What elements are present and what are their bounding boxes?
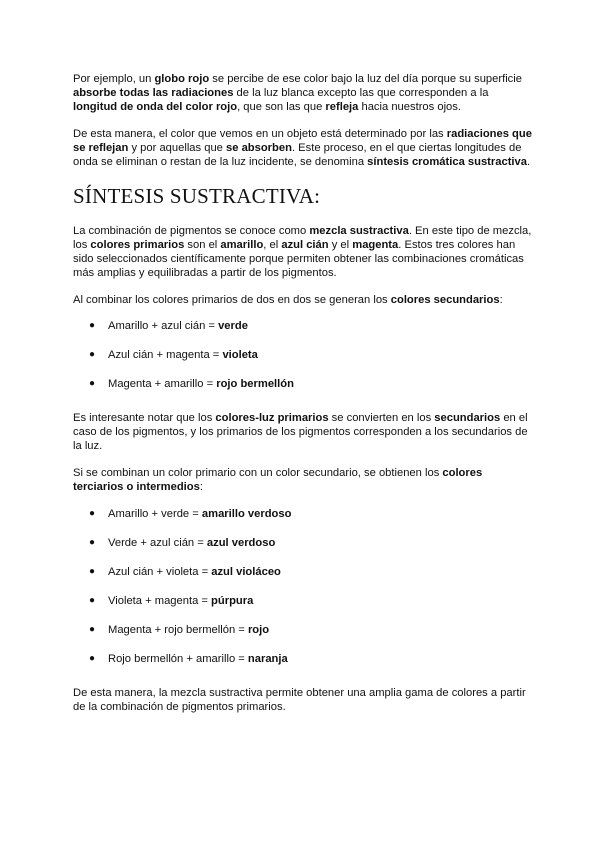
list-item: ● Amarillo + azul cián = verde (89, 320, 248, 332)
paragraph-globo-rojo: Por ejemplo, un globo rojo se percibe de ese color bajo la luz del día porque su superficie absorbe todas las radiaciones de la luz blanca excepto las que corresponden a la longitud de onda del color rojo, que son las que refleja hacia nuestros ojos. (73, 73, 522, 113)
document-body (73, 66, 533, 714)
section-heading: SÍNTESIS SUSTRACTIVA: (73, 184, 321, 208)
bullet-icon: ● (89, 320, 96, 331)
paragraph-mezcla-sustractiva: La combinación de pigmentos se conoce como mezcla sustractiva. En este tipo de mezcla, los colores primarios son el amarillo, el azul cián y el magenta. Estos tres colores han sido seleccionados científicamente porque permiten obtener las combinaciones cromáticas más amplias y equilibradas a partir de los pigmentos. (73, 225, 532, 279)
bullet-icon: ● (89, 595, 96, 606)
bullet-icon: ● (89, 653, 96, 664)
bullet-icon: ● (89, 624, 96, 635)
bullet-icon: ● (89, 508, 96, 519)
paragraph-secundarios-intro: Al combinar los colores primarios de dos en dos se generan los colores secundarios: (73, 294, 503, 306)
tertiary-colors-list (73, 507, 533, 666)
bullet-icon: ● (89, 349, 96, 360)
bullet-icon: ● (89, 537, 96, 548)
paragraph-sintesis-definicion: De esta manera, el color que vemos en un objeto está determinado por las radiaciones que se reflejan y por aquellas que se absorben. Este proceso, en el que ciertas longitudes de onda se eliminan o restan de la luz incidente, se denomina síntesis cromática sustractiva. (73, 128, 532, 168)
list-item: ● Magenta + rojo bermellón = rojo (89, 624, 270, 636)
list-item: ● Violeta + magenta = púrpura (89, 595, 254, 607)
list-item: ● Verde + azul cián = azul verdoso (89, 537, 276, 549)
list-item: ● Azul cián + magenta = violeta (89, 349, 258, 361)
secondary-colors-list (73, 319, 533, 391)
paragraph-conclusion: De esta manera, la mezcla sustractiva permite obtener una amplia gama de colores a partir de la combinación de pigmentos primarios. (73, 687, 526, 713)
list-item: ● Azul cián + violeta = azul violáceo (89, 566, 281, 578)
list-item: ● Magenta + amarillo = rojo bermellón (89, 378, 294, 390)
paragraph-colores-luz: Es interesante notar que los colores-luz primarios se convierten en los secundarios en el caso de los pigmentos, y los primarios de los pigmentos corresponden a los secundarios de la luz. (73, 412, 528, 452)
bullet-icon: ● (89, 378, 96, 389)
paragraph-terciarios-intro: Si se combinan un color primario con un color secundario, se obtienen los colores terciarios o intermedios: (73, 467, 483, 493)
bullet-icon: ● (89, 566, 96, 577)
list-item: ● Rojo bermellón + amarillo = naranja (89, 653, 288, 665)
list-item: ● Amarillo + verde = amarillo verdoso (89, 508, 292, 520)
